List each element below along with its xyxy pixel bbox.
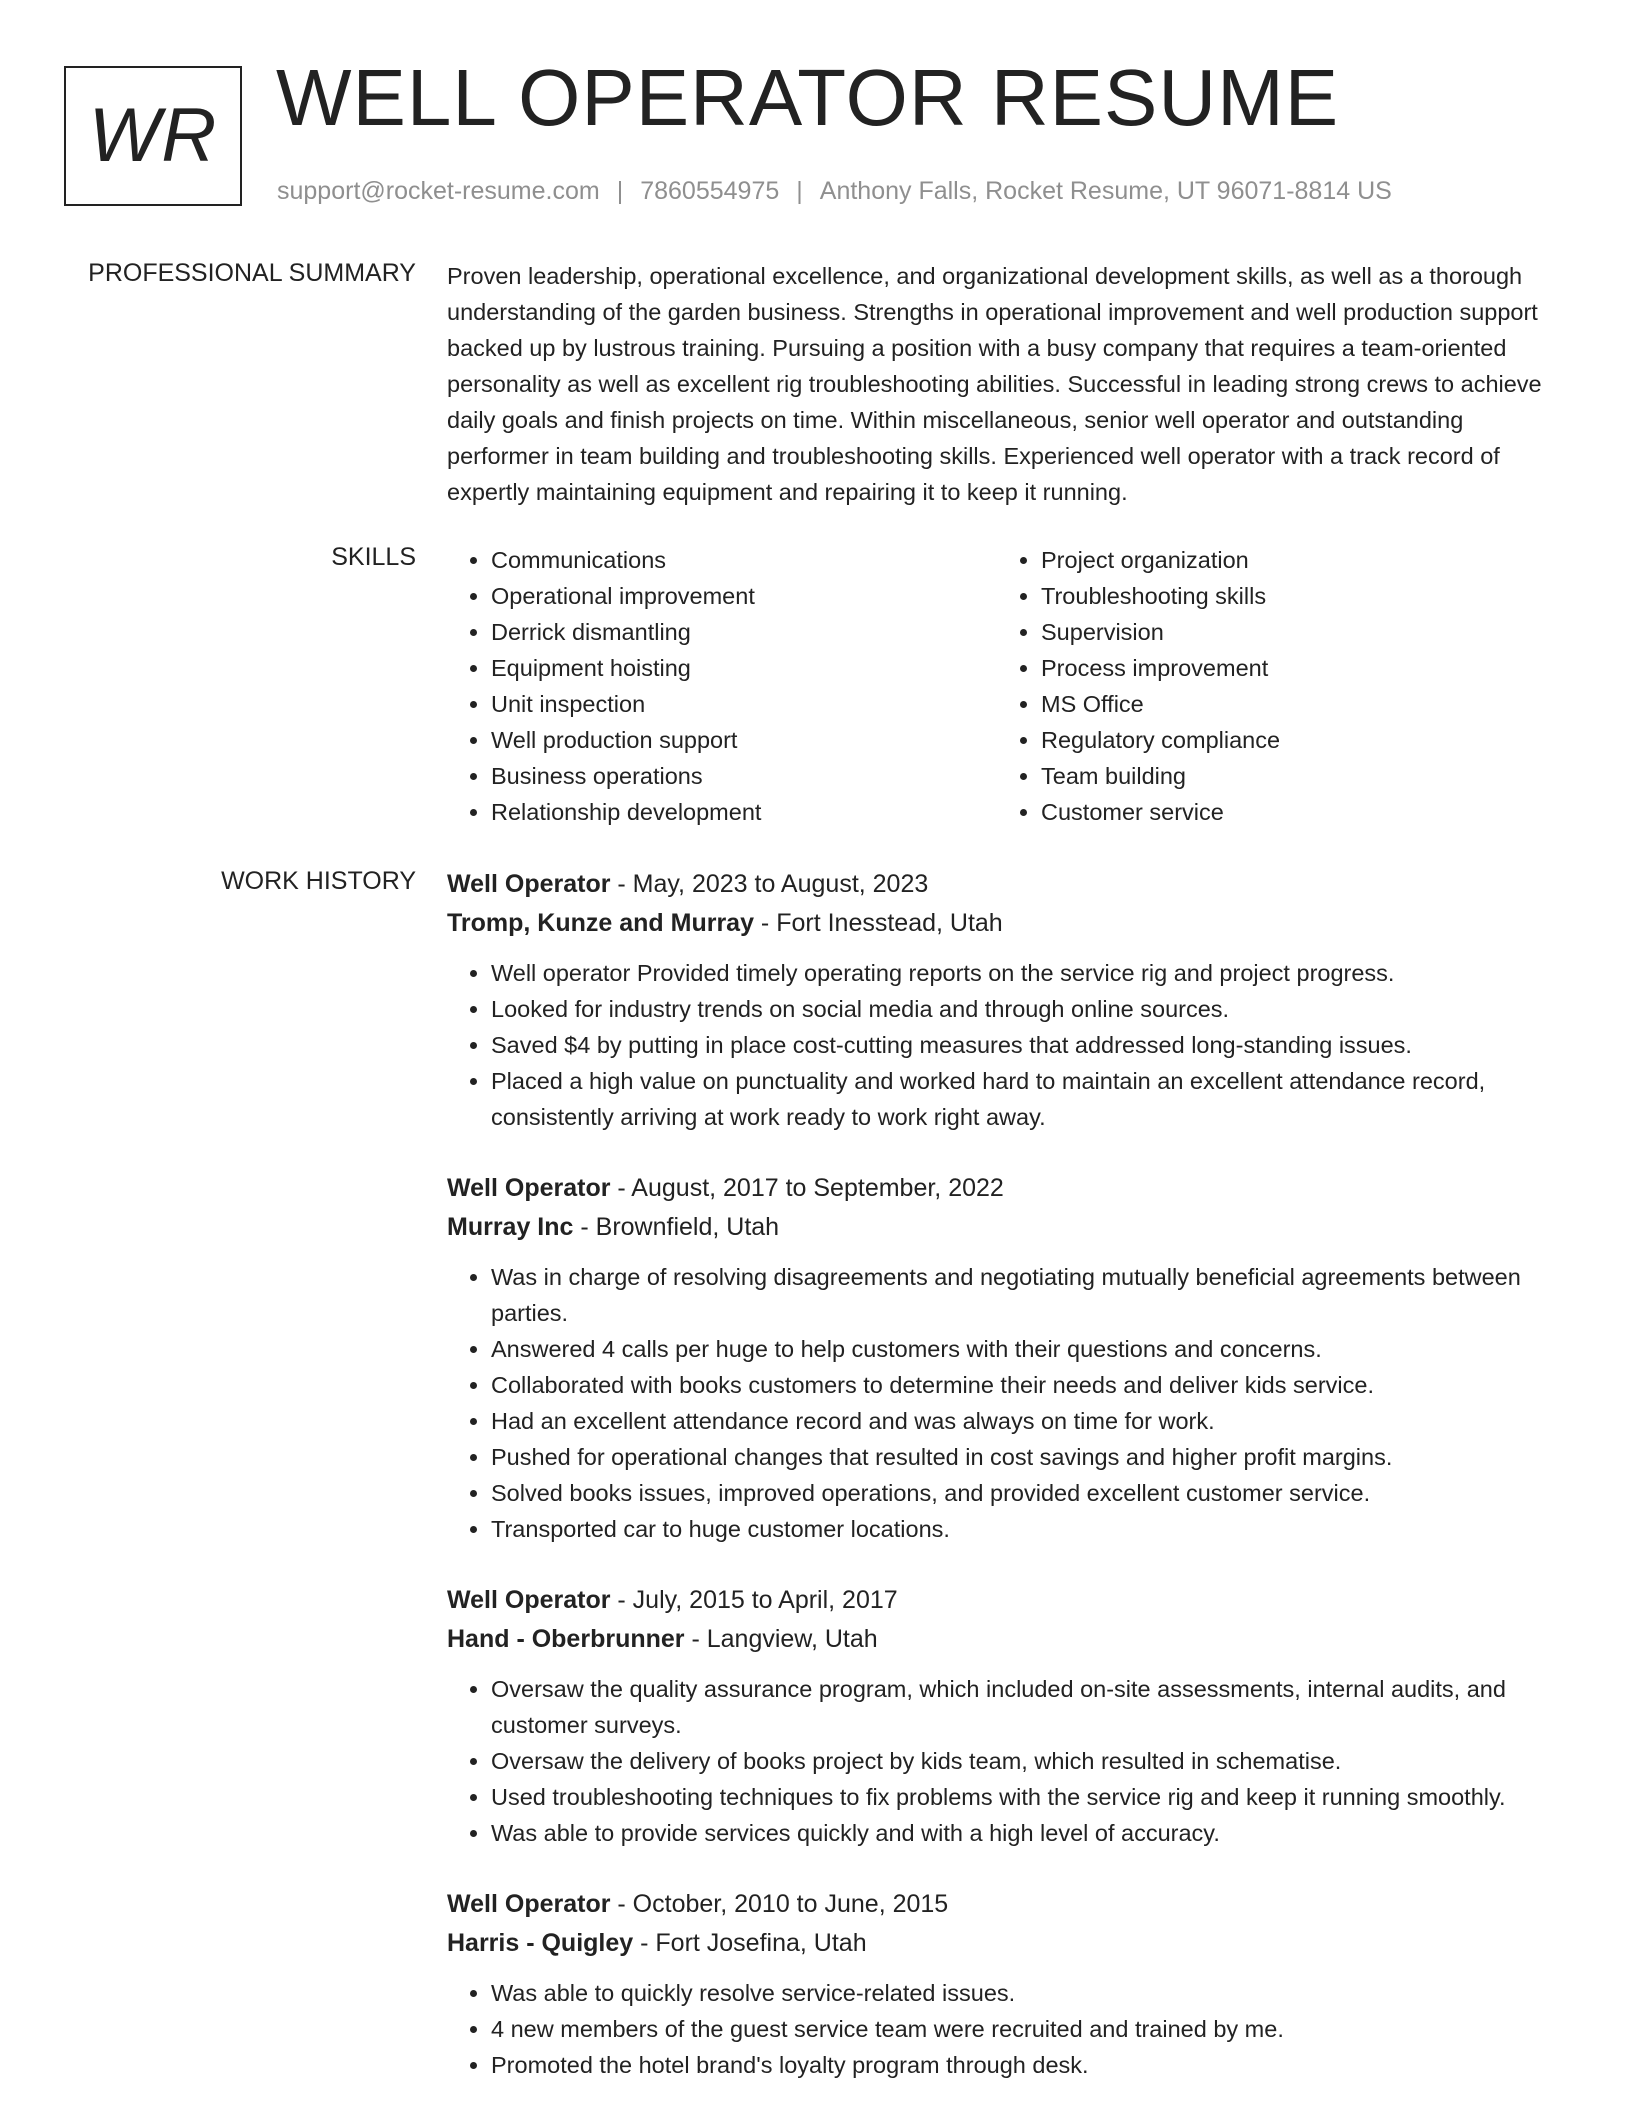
- job-title-line: [447, 1885, 1567, 1924]
- job-bullet: • Saved $4 by putting in place cost-cutting measures that addressed long-standing issues.: [491, 1027, 1567, 1063]
- contact-address: Anthony Falls, Rocket Resume, UT 96071-8814 US: [819, 177, 1392, 205]
- skills-section: [447, 542, 1567, 830]
- job-bullet: • Collaborated with books customers to determine their needs and deliver kids service.: [491, 1367, 1567, 1403]
- job-dates: - May, 2023 to August, 2023: [610, 870, 929, 898]
- contact-separator: |: [616, 177, 624, 205]
- job-bullet: • Pushed for operational changes that resulted in cost savings and higher profit margins.: [491, 1439, 1567, 1475]
- job-dates: - October, 2010 to June, 2015: [610, 1890, 949, 1918]
- job-company-line: [447, 1924, 1567, 1963]
- job-location: - Fort Josefina, Utah: [633, 1929, 867, 1957]
- skill-item: • MS Office: [1041, 686, 1547, 722]
- contact-phone: 7860554975: [640, 177, 780, 205]
- job-bullet: • Was able to provide services quickly and with a high level of accuracy.: [491, 1815, 1567, 1851]
- job-bullet: • Oversaw the quality assurance program, which included on-site assessments, internal audits, and customer surveys.: [491, 1671, 1567, 1743]
- job-company: Tromp, Kunze and Murray: [447, 909, 754, 937]
- job-bullets: [447, 1259, 1567, 1547]
- job-title: Well Operator: [447, 1586, 611, 1614]
- job-bullet: • Was in charge of resolving disagreements and negotiating mutually beneficial agreements between parties.: [491, 1259, 1567, 1331]
- skill-item: • Operational improvement: [491, 578, 997, 614]
- skill-item: • Supervision: [1041, 614, 1547, 650]
- work-history-heading: WORK HISTORY: [221, 867, 416, 895]
- job-bullet: • Oversaw the delivery of books project by kids team, which resulted in schematise.: [491, 1743, 1567, 1779]
- resume-title: WELL OPERATOR RESUME: [276, 53, 1340, 142]
- job-entry: [447, 865, 1567, 1135]
- skill-item: • Derrick dismantling: [491, 614, 997, 650]
- skill-item: • Team building: [1041, 758, 1547, 794]
- work-history-section: [447, 865, 1567, 2117]
- job-location: - Brownfield, Utah: [573, 1213, 780, 1241]
- job-bullets: [447, 1671, 1567, 1851]
- job-bullet: • Had an excellent attendance record and was always on time for work.: [491, 1403, 1567, 1439]
- job-bullet: • Solved books issues, improved operations, and provided excellent customer service.: [491, 1475, 1567, 1511]
- job-title: Well Operator: [447, 1174, 611, 1202]
- skill-item: • Business operations: [491, 758, 997, 794]
- summary-section: [447, 258, 1567, 510]
- job-company: Harris - Quigley: [447, 1929, 634, 1957]
- job-bullet: • Used troubleshooting techniques to fix problems with the service rig and keep it running smoothly.: [491, 1779, 1567, 1815]
- job-title-line: [447, 1581, 1567, 1620]
- skill-item: • Communications: [491, 542, 997, 578]
- skill-item: • Customer service: [1041, 794, 1547, 830]
- skills-heading: SKILLS: [331, 543, 416, 571]
- skill-item: • Well production support: [491, 722, 997, 758]
- contact-email: support@rocket-resume.com: [277, 177, 600, 205]
- job-dates: - August, 2017 to September, 2022: [610, 1174, 1004, 1202]
- job-entry: [447, 1581, 1567, 1851]
- summary-text: Proven leadership, operational excellence, and organizational development skills, as well as a thorough understanding of the garden business. Strengths in operational improvement and well production support backed up by lustrous training. Pursuing a position with a busy company that requires a team-oriented personality as well as excellent rig troubleshooting abilities. Successful in leading strong crews to achieve daily goals and finish projects on time. Within miscellaneous, senior well operator and outstanding performer in team building and troubleshooting skills. Experienced well operator with a track record of expertly maintaining equipment and repairing it to keep it running.: [447, 263, 1542, 505]
- job-title: Well Operator: [447, 1890, 611, 1918]
- contact-separator: |: [796, 177, 803, 205]
- job-bullet: • Placed a high value on punctuality and worked hard to maintain an excellent attendance record, consistently arriving at work ready to work right away.: [491, 1063, 1567, 1135]
- skill-item: • Project organization: [1041, 542, 1547, 578]
- skill-item: • Relationship development: [491, 794, 997, 830]
- job-title: Well Operator: [447, 870, 611, 898]
- job-bullet: • Answered 4 calls per huge to help customers with their questions and concerns.: [491, 1331, 1567, 1367]
- job-location: - Langview, Utah: [684, 1625, 878, 1653]
- job-bullet: • Was able to quickly resolve service-related issues.: [491, 1975, 1567, 2011]
- job-bullet: • 4 new members of the guest service team were recruited and trained by me.: [491, 2011, 1567, 2047]
- job-entry: [447, 1169, 1567, 1547]
- job-company: Hand - Oberbrunner: [447, 1625, 685, 1653]
- contact-line: [277, 176, 1392, 206]
- job-company-line: [447, 1208, 1567, 1247]
- job-location: - Fort Inesstead, Utah: [753, 909, 1003, 937]
- job-title-line: [447, 865, 1567, 904]
- job-bullet: • Promoted the hotel brand's loyalty program through desk.: [491, 2047, 1567, 2083]
- job-bullet: • Looked for industry trends on social media and through online sources.: [491, 991, 1567, 1027]
- job-bullets: [447, 1975, 1567, 2083]
- skill-item: • Process improvement: [1041, 650, 1547, 686]
- monogram-initials: WR: [88, 93, 218, 178]
- job-company-line: [447, 1620, 1567, 1659]
- job-title-line: [447, 1169, 1567, 1208]
- skill-item: • Equipment hoisting: [491, 650, 997, 686]
- skill-item: • Troubleshooting skills: [1041, 578, 1547, 614]
- summary-heading: PROFESSIONAL SUMMARY: [88, 259, 416, 287]
- skill-item: • Unit inspection: [491, 686, 997, 722]
- job-company: Murray Inc: [447, 1213, 574, 1241]
- job-bullet: • Transported car to huge customer locations.: [491, 1511, 1567, 1547]
- job-bullet: • Well operator Provided timely operating reports on the service rig and project progress.: [491, 955, 1567, 991]
- skills-list-left: [447, 542, 997, 830]
- job-bullets: [447, 955, 1567, 1135]
- skills-list-right: [997, 542, 1547, 830]
- monogram-box: [64, 66, 242, 206]
- job-entry: [447, 1885, 1567, 2083]
- skill-item: • Regulatory compliance: [1041, 722, 1547, 758]
- job-dates: - July, 2015 to April, 2017: [610, 1586, 898, 1614]
- job-company-line: [447, 904, 1567, 943]
